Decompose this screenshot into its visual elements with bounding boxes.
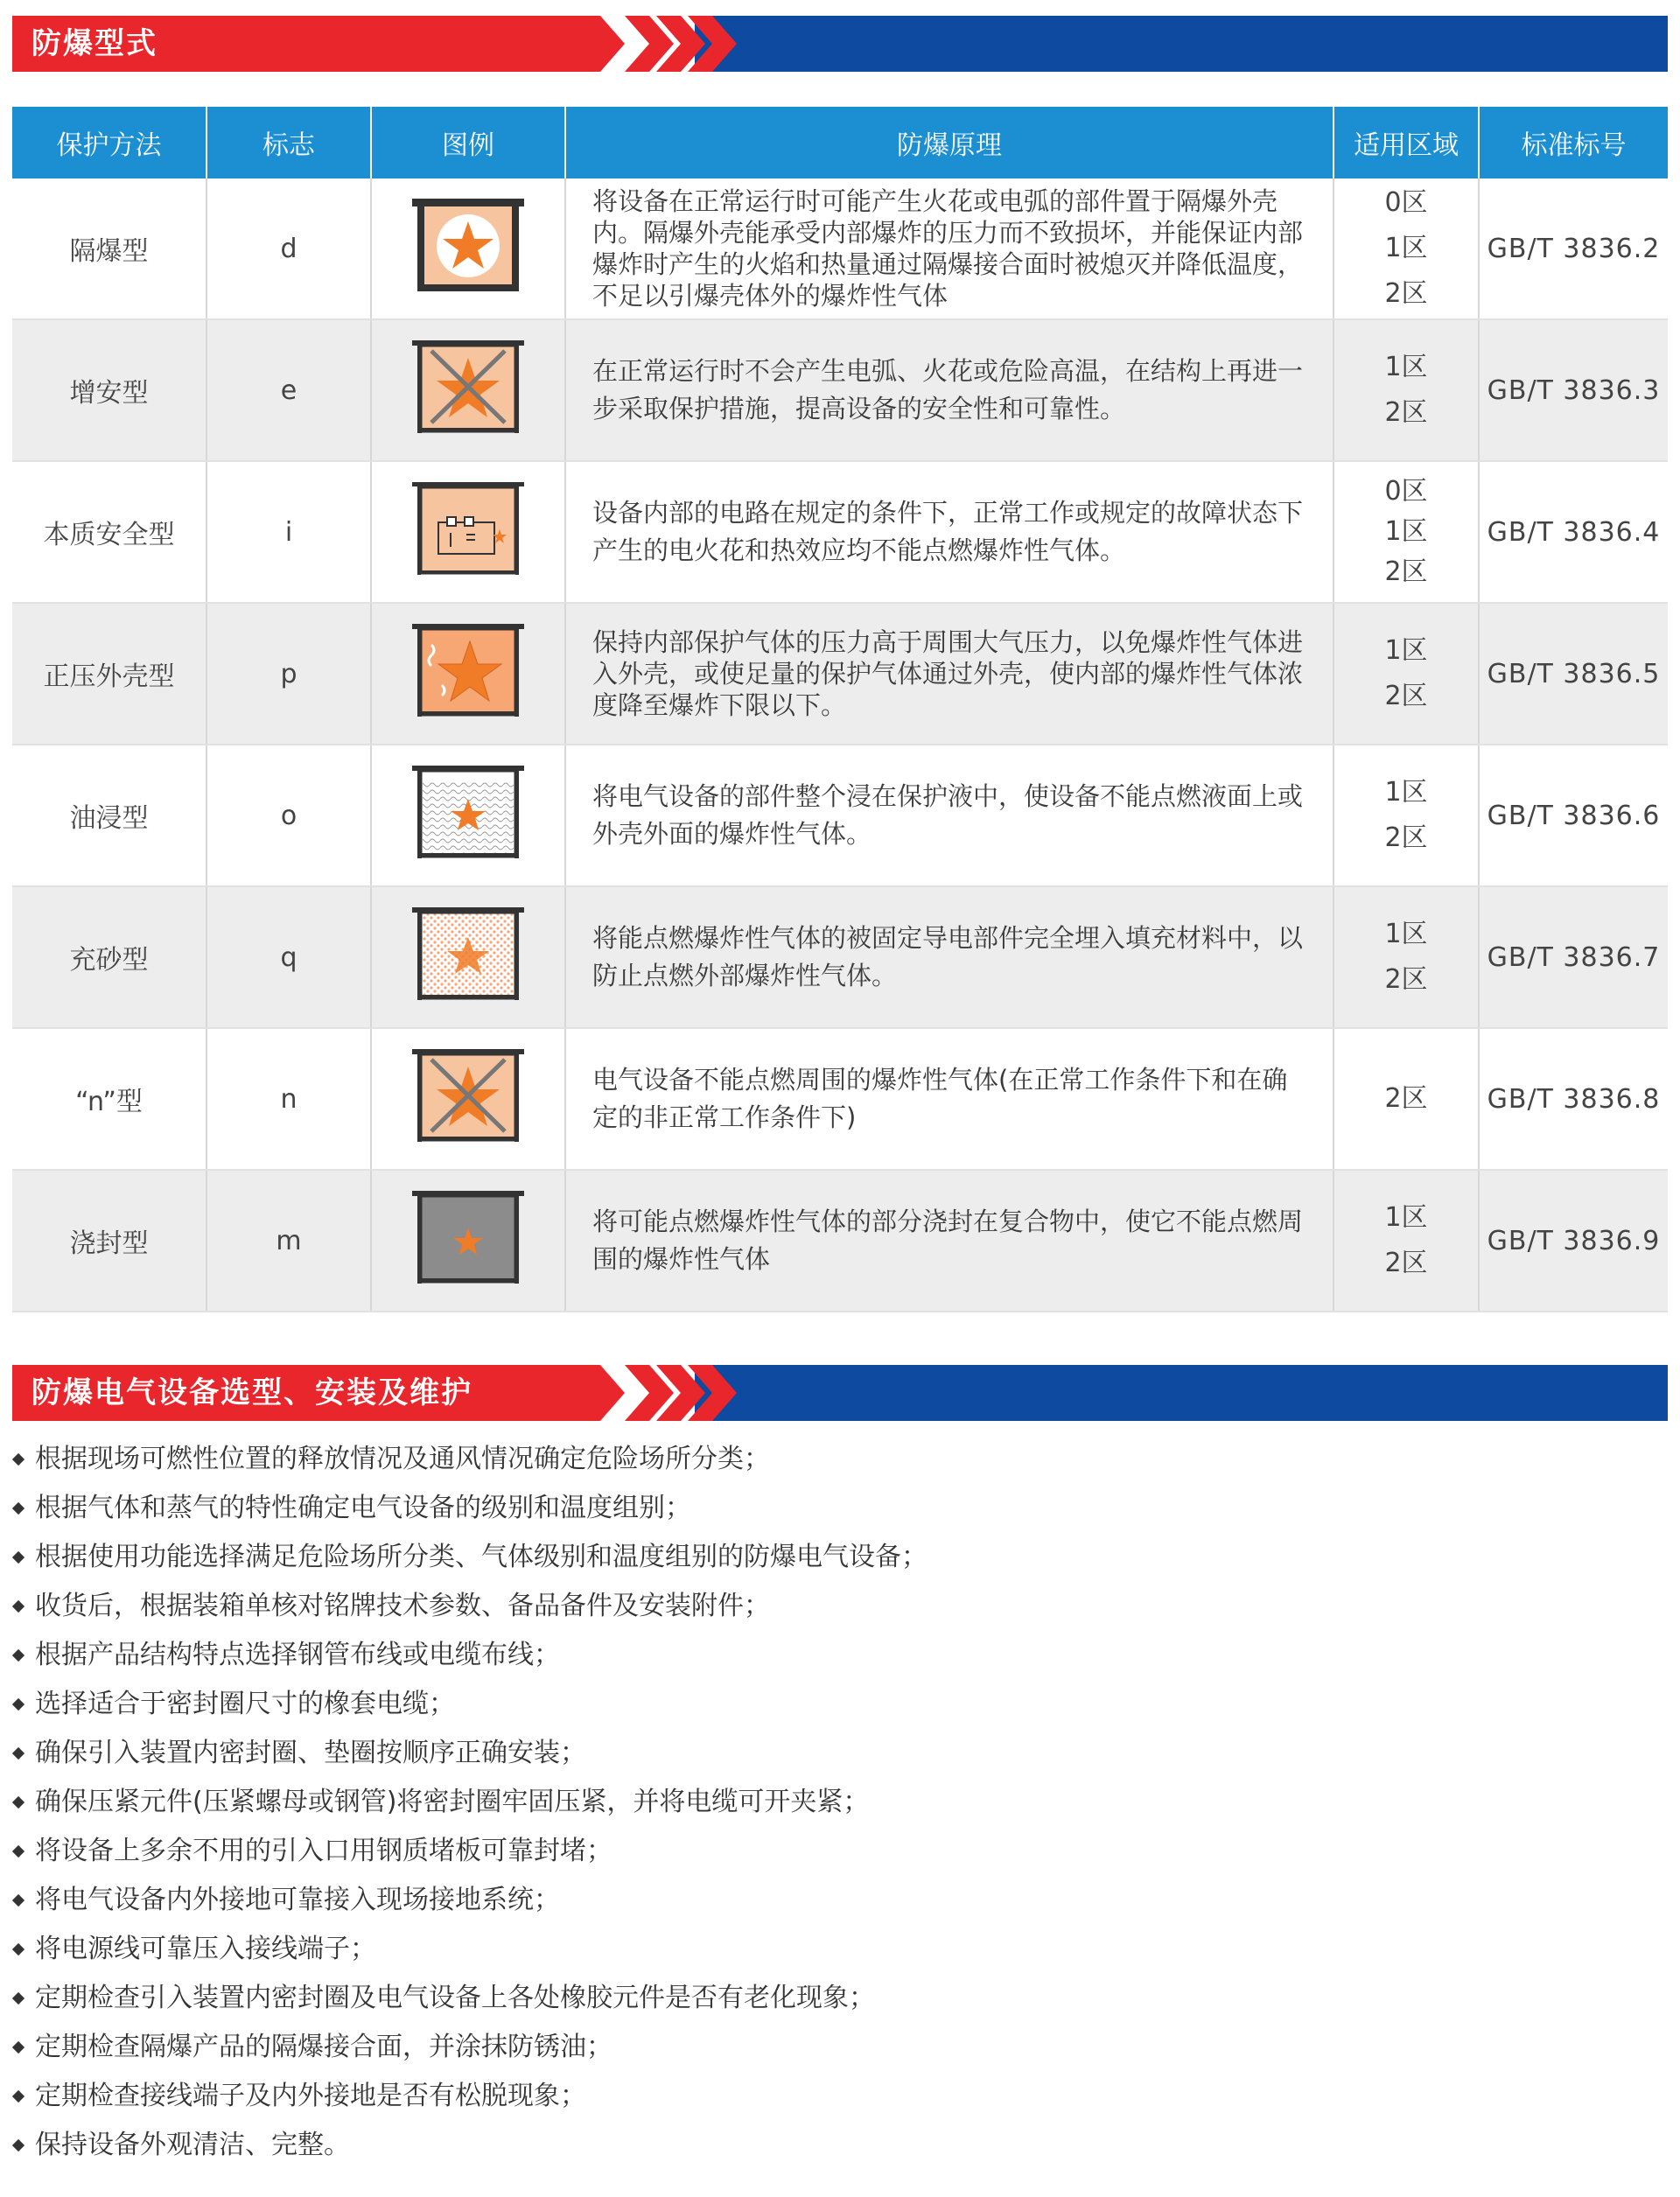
oil-immersion-icon	[409, 760, 528, 864]
column-header-mark: 标志	[206, 107, 371, 178]
bullet-icon	[12, 2139, 24, 2152]
zones-cell	[1334, 1170, 1479, 1312]
standard-cell: GB/T 3836.5	[1479, 603, 1668, 745]
method-cell: 本质安全型	[12, 461, 206, 603]
list-item	[12, 1827, 928, 1876]
legend-cell	[371, 461, 565, 603]
zone-label: 2区	[1384, 681, 1428, 711]
bullet-icon	[12, 1649, 24, 1662]
list-item	[12, 1680, 928, 1729]
column-header-principle: 防爆原理	[565, 107, 1334, 178]
mark-cell: i	[206, 461, 371, 603]
standard-cell: GB/T 3836.9	[1479, 1170, 1668, 1312]
zones-cell	[1334, 178, 1479, 319]
list-item-text: 选择适合于密封圈尺寸的橡套电缆；	[35, 1689, 455, 1719]
list-item-text: 定期检查接线端子及内外接地是否有松脱现象；	[35, 2081, 586, 2111]
principle-cell: 将电气设备的部件整个浸在保护液中，使设备不能点燃液面上或外壳外面的爆炸性气体。	[565, 745, 1334, 886]
list-item-text: 确保压紧元件(压紧螺母或钢管)将密封圈牢固压紧，并将电缆可开夹紧；	[35, 1787, 870, 1817]
section-title: 防爆电气设备选型、安装及维护	[32, 1375, 472, 1410]
list-item	[12, 1435, 928, 1484]
table-row	[12, 886, 1668, 1028]
column-header-method: 保护方法	[12, 107, 206, 178]
zone-label: 0区	[1384, 476, 1428, 507]
method-cell: “n”型	[12, 1028, 206, 1170]
zone-label: 2区	[1384, 397, 1428, 428]
encapsulation-icon	[409, 1186, 528, 1289]
list-item-text: 根据产品结构特点选择钢管布线或电缆布线；	[35, 1640, 560, 1670]
bullet-icon	[12, 1796, 24, 1809]
list-item-text: 确保引入装置内密封圈、垫圈按顺序正确安装；	[35, 1738, 586, 1768]
list-item	[12, 1533, 928, 1582]
principle-cell: 将设备在正常运行时可能产生火花或电弧的部件置于隔爆外壳内。隔爆外壳能承受内部爆炸的压力而不致损坏，并能保证内部爆炸时产生的火焰和热量通过隔爆接合面时被熄灭并降低温度，不足以引爆壳体外的爆炸性气体	[565, 178, 1334, 319]
list-item	[12, 1729, 928, 1778]
zone-label: 2区	[1384, 1083, 1428, 1114]
mark-cell: n	[206, 1028, 371, 1170]
mark-cell: p	[206, 603, 371, 745]
zone-label: 1区	[1384, 352, 1428, 382]
list-item-text: 收货后，根据装箱单核对铭牌技术参数、备品备件及安装附件；	[35, 1591, 770, 1621]
mark-cell: e	[206, 319, 371, 461]
bullet-icon	[12, 1502, 24, 1515]
zone-label: 1区	[1384, 233, 1428, 263]
legend-cell	[371, 603, 565, 745]
principle-cell	[565, 1028, 1334, 1170]
list-item	[12, 1778, 928, 1827]
bullet-icon	[12, 1698, 24, 1711]
list-item-text: 定期检查隔爆产品的隔爆接合面，并涂抹防锈油；	[35, 2032, 612, 2062]
table-header-row	[12, 107, 1668, 178]
zones-cell	[1334, 886, 1479, 1028]
bullet-icon	[12, 1600, 24, 1613]
principle-cell: 将可能点燃爆炸性气体的部分浇封在复合物中，使它不能点燃周围的爆炸性气体	[565, 1170, 1334, 1312]
explosion-protection-table	[12, 107, 1668, 1312]
banner-blue-band	[695, 1365, 1668, 1421]
principle-line: 电气设备不能点燃周围的爆炸性气体(在正常工作条件下和在确定的非正常工作条件下)	[592, 1065, 1288, 1132]
list-item	[12, 1876, 928, 1925]
zones-cell	[1334, 1028, 1479, 1170]
principle-cell: 保持内部保护气体的压力高于周围大气压力，以免爆炸性气体进入外壳，或使足量的保护气体通过外壳，使内部的爆炸性气体浓度降至爆炸下限以下。	[565, 603, 1334, 745]
legend-cell	[371, 178, 565, 319]
bullet-icon	[12, 1943, 24, 1956]
mark-cell: d	[206, 178, 371, 319]
bullet-icon	[12, 1992, 24, 2005]
list-item-text: 保持设备外观清洁、完整。	[35, 2130, 350, 2160]
table-row	[12, 1170, 1668, 1312]
bullet-icon	[12, 1747, 24, 1760]
principle-cell: 将能点燃爆炸性气体的被固定导电部件完全埋入填充材料中，以防止点燃外部爆炸性气体。	[565, 886, 1334, 1028]
zone-label: 2区	[1384, 1248, 1428, 1278]
method-cell: 隔爆型	[12, 178, 206, 319]
bullet-icon	[12, 2090, 24, 2103]
legend-cell	[371, 1170, 565, 1312]
type-n-icon	[409, 1044, 528, 1147]
zone-label: 1区	[1384, 919, 1428, 949]
standard-cell: GB/T 3836.8	[1479, 1028, 1668, 1170]
bullet-icon	[12, 1845, 24, 1858]
mark-cell: q	[206, 886, 371, 1028]
principle-cell: 在正常运行时不会产生电弧、火花或危险高温，在结构上再进一步采取保护措施，提高设备的安全性和可靠性。	[565, 319, 1334, 461]
standard-cell: GB/T 3836.4	[1479, 461, 1668, 603]
zone-label: 2区	[1384, 822, 1428, 853]
list-item-text: 定期检查引入装置内密封圈及电气设备上各处橡胶元件是否有老化现象；	[35, 1983, 875, 2013]
pressurized-enclosure-icon	[409, 619, 528, 722]
zone-label: 2区	[1384, 278, 1428, 309]
list-item	[12, 1484, 928, 1533]
zone-label: 1区	[1384, 516, 1428, 547]
list-item	[12, 1631, 928, 1680]
zone-label: 0区	[1384, 187, 1428, 218]
method-cell: 充砂型	[12, 886, 206, 1028]
table-row	[12, 319, 1668, 461]
standard-cell: GB/T 3836.6	[1479, 745, 1668, 886]
standard-cell: GB/T 3836.7	[1479, 886, 1668, 1028]
mark-cell: m	[206, 1170, 371, 1312]
legend-cell	[371, 886, 565, 1028]
intrinsic-safety-circuit-icon	[409, 477, 528, 580]
table-row	[12, 603, 1668, 745]
bullet-icon	[12, 1894, 24, 1907]
legend-cell	[371, 745, 565, 886]
zones-cell	[1334, 461, 1479, 603]
method-cell: 浇封型	[12, 1170, 206, 1312]
principle-cell: 设备内部的电路在规定的条件下，正常工作或规定的故障状态下产生的电火花和热效应均不能点燃爆炸性气体。	[565, 461, 1334, 603]
bullet-icon	[12, 1551, 24, 1564]
zone-label: 1区	[1384, 635, 1428, 666]
table-row	[12, 461, 1668, 603]
list-item	[12, 1974, 928, 2023]
list-item-text: 将电气设备内外接地可靠接入现场接地系统；	[35, 1885, 560, 1915]
section-banner-selection-installation	[12, 1365, 1668, 1421]
mark-cell: o	[206, 745, 371, 886]
zone-label: 1区	[1384, 777, 1428, 808]
list-item-text: 将设备上多余不用的引入口用钢质堵板可靠封堵；	[35, 1836, 612, 1866]
method-cell: 正压外壳型	[12, 603, 206, 745]
list-item	[12, 2023, 928, 2072]
standard-cell: GB/T 3836.3	[1479, 319, 1668, 461]
legend-cell	[371, 319, 565, 461]
banner-blue-band	[695, 16, 1668, 72]
zones-cell	[1334, 745, 1479, 886]
list-item	[12, 1925, 928, 1974]
list-item-text: 将电源线可靠压入接线端子；	[35, 1934, 376, 1964]
flameproof-enclosure-icon	[409, 193, 528, 297]
zones-cell	[1334, 603, 1479, 745]
table-row	[12, 178, 1668, 319]
zone-label: 2区	[1384, 556, 1428, 587]
bullet-icon	[12, 2041, 24, 2054]
list-item	[12, 2121, 928, 2170]
table-row	[12, 745, 1668, 886]
method-cell: 油浸型	[12, 745, 206, 886]
list-item-text: 根据使用功能选择满足危险场所分类、气体级别和温度组别的防爆电气设备；	[35, 1542, 928, 1572]
increased-safety-icon	[409, 335, 528, 438]
list-item	[12, 1582, 928, 1631]
standard-cell: GB/T 3836.2	[1479, 178, 1668, 319]
zones-cell	[1334, 319, 1479, 461]
list-item-text: 根据现场可燃性位置的释放情况及通风情况确定危险场所分类；	[35, 1444, 770, 1474]
column-header-legend: 图例	[371, 107, 565, 178]
table-row	[12, 1028, 1668, 1170]
column-header-standard: 标准标号	[1479, 107, 1668, 178]
list-item	[12, 2072, 928, 2121]
bullet-icon	[12, 1453, 24, 1466]
section-title: 防爆型式	[32, 26, 158, 61]
zone-label: 2区	[1384, 964, 1428, 995]
sand-filled-icon	[409, 902, 528, 1005]
installation-notes-list	[12, 1435, 928, 2170]
method-cell: 增安型	[12, 319, 206, 461]
list-item-text: 根据气体和蒸气的特性确定电气设备的级别和温度组别；	[35, 1493, 691, 1523]
legend-cell	[371, 1028, 565, 1170]
zone-label: 1区	[1384, 1202, 1428, 1233]
column-header-zones: 适用区域	[1334, 107, 1479, 178]
section-banner-explosion-types	[12, 16, 1668, 72]
